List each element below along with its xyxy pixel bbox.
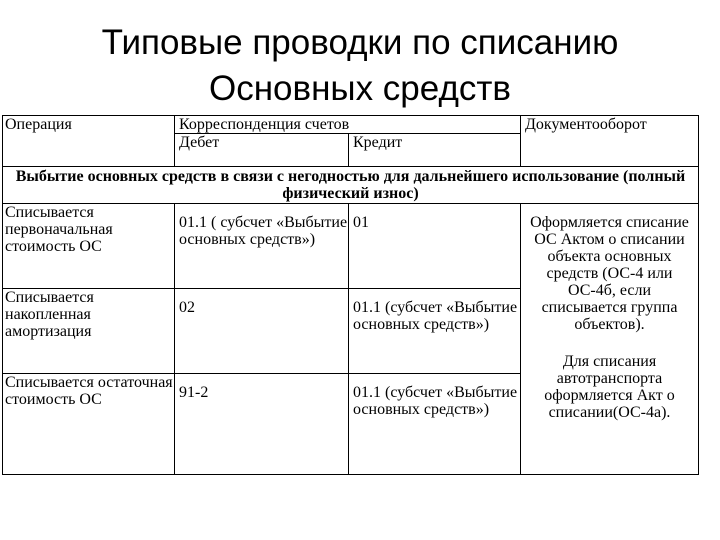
row-debit: 91-2: [175, 374, 349, 475]
row-operation: Списывается накопленная амортизация: [3, 289, 175, 374]
title-line-2: Основных средств: [208, 69, 512, 108]
header-correspondence: Корреспонденция счетов: [175, 116, 521, 134]
title-line-1: Типовые проводки по списанию: [101, 23, 619, 62]
document-flow-cell: [521, 204, 699, 475]
header-row-1: [3, 116, 699, 134]
slide-title: [0, 20, 720, 112]
header-operation: Операция: [3, 116, 175, 167]
row-credit: 01.1 (субсчет «Выбытие основных средств»): [349, 374, 521, 475]
row-operation: Списывается остаточная стоимость ОС: [3, 374, 175, 475]
row-debit: 02: [175, 289, 349, 374]
row-operation: Списывается первоначальная стоимость ОС: [3, 204, 175, 289]
header-document-flow: Документооборот: [521, 116, 699, 167]
table-row: [3, 204, 699, 289]
postings-table: [2, 115, 699, 475]
header-credit: Кредит: [349, 134, 521, 167]
header-debit: Дебет: [175, 134, 349, 167]
row-credit: 01.1 (субсчет «Выбытие основных средств»): [349, 289, 521, 374]
row-credit: 01: [349, 204, 521, 289]
row-debit: 01.1 ( субсчет «Выбытие основных средств»): [175, 204, 349, 289]
section-row: [3, 167, 699, 204]
section-title: Выбытие основных средств в связи с негодностью для дальнейшего использование (полный физический износ): [3, 167, 699, 204]
document-text-1: Оформляется списание ОС Актом о списании объекта основных средств (ОС-4 или ОС-4б, если списывается группа объектов).: [530, 214, 689, 333]
document-text-2: Для списания автотранспорта оформляется Акт о списании(ОС-4а).: [544, 353, 675, 421]
